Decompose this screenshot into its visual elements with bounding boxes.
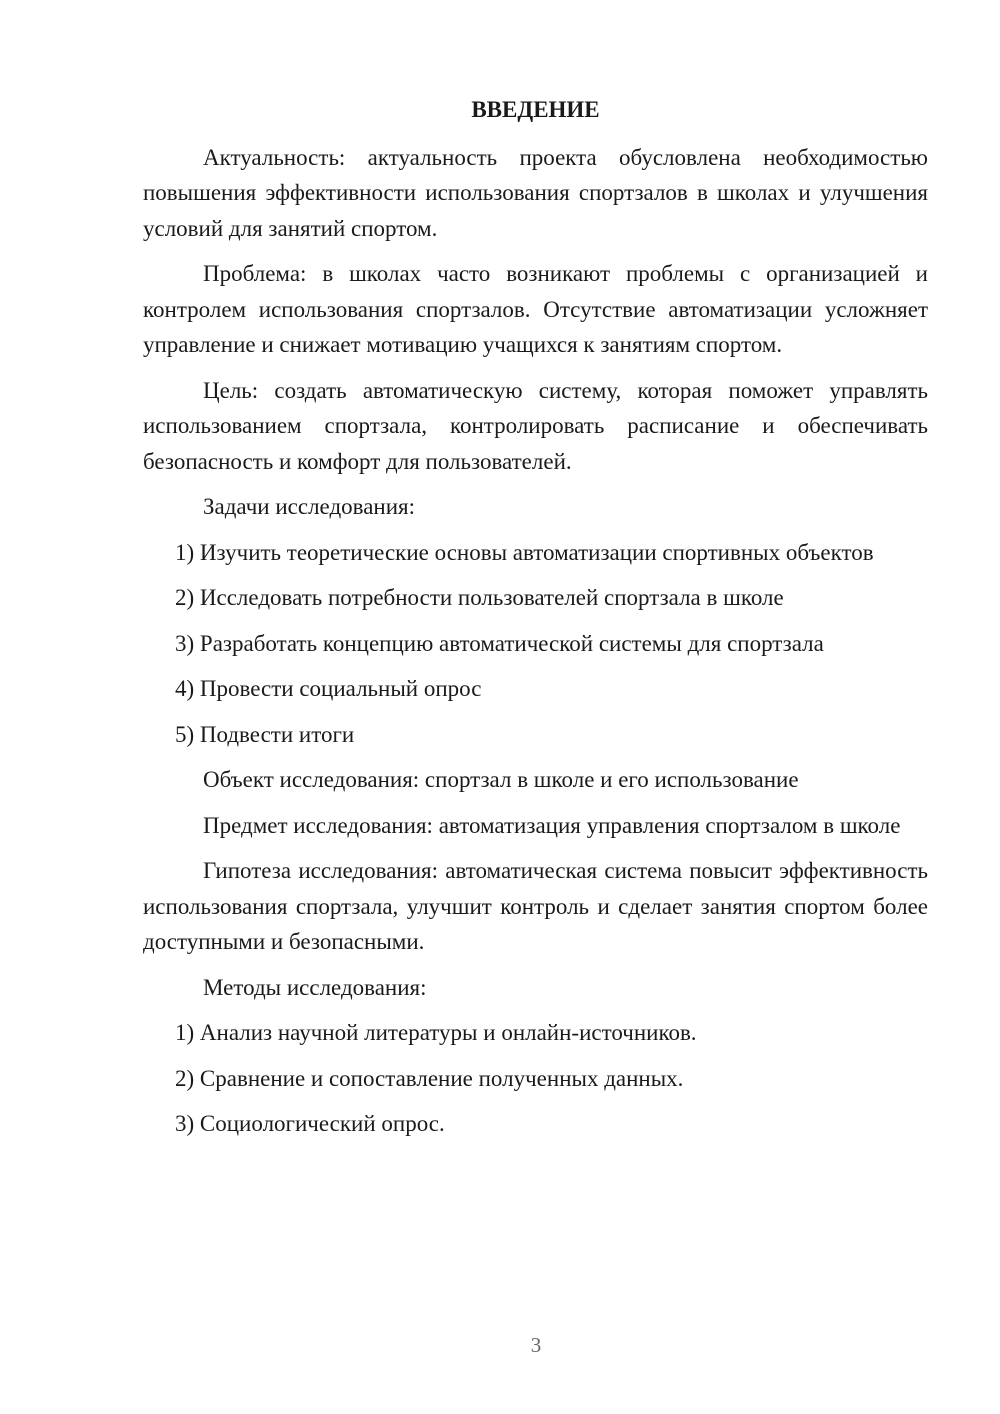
hypothesis-paragraph: Гипотеза исследования: автоматическая система повысит эффективность использования спортзала, улучшит контроль и сделает занятия спортом более доступными и безопасными. [143, 858, 928, 954]
section-heading: ВВЕДЕНИЕ [471, 97, 600, 122]
task-item: 1) Изучить теоретические основы автоматизации спортивных объектов [175, 539, 874, 565]
method-item: 2) Сравнение и сопоставление полученных данных. [175, 1065, 684, 1091]
methods-title: Методы исследования: [203, 974, 427, 1000]
task-item: 2) Исследовать потребности пользователей спортзала в школе [175, 585, 784, 610]
task-item: 4) Провести социальный опрос [175, 676, 482, 701]
goal-paragraph: Цель: создать автоматическую систему, которая поможет управлять использованием спортзала, контролировать расписание и обеспечивать безопасность и комфорт для пользователей. [143, 377, 928, 474]
method-item: 3) Социологический опрос. [175, 1111, 445, 1136]
task-item: 5) Подвести итоги [175, 721, 355, 747]
page-content [143, 92, 928, 1152]
task-item: 3) Разработать концепцию автоматической системы для спортзала [175, 630, 824, 656]
subject-paragraph: Предмет исследования: автоматизация управления спортзалом в школе [203, 812, 901, 838]
method-item: 1) Анализ научной литературы и онлайн-источников. [175, 1020, 697, 1045]
page-number: 3 [530, 1333, 542, 1357]
problem-paragraph: Проблема: в школах часто возникают проблемы с организацией и контролем использования спортзалов. Отсутствие автоматизации усложняет управление и снижает мотивацию учащихся к занятиям спортом. [143, 261, 928, 357]
relevance-paragraph: Актуальность: актуальность проекта обусловлена необходимостью повышения эффективности использования спортзалов в школах и улучшения условий для занятий спортом. [143, 144, 928, 241]
tasks-title: Задачи исследования: [203, 494, 416, 519]
object-paragraph: Объект исследования: спортзал в школе и его использование [203, 767, 799, 792]
